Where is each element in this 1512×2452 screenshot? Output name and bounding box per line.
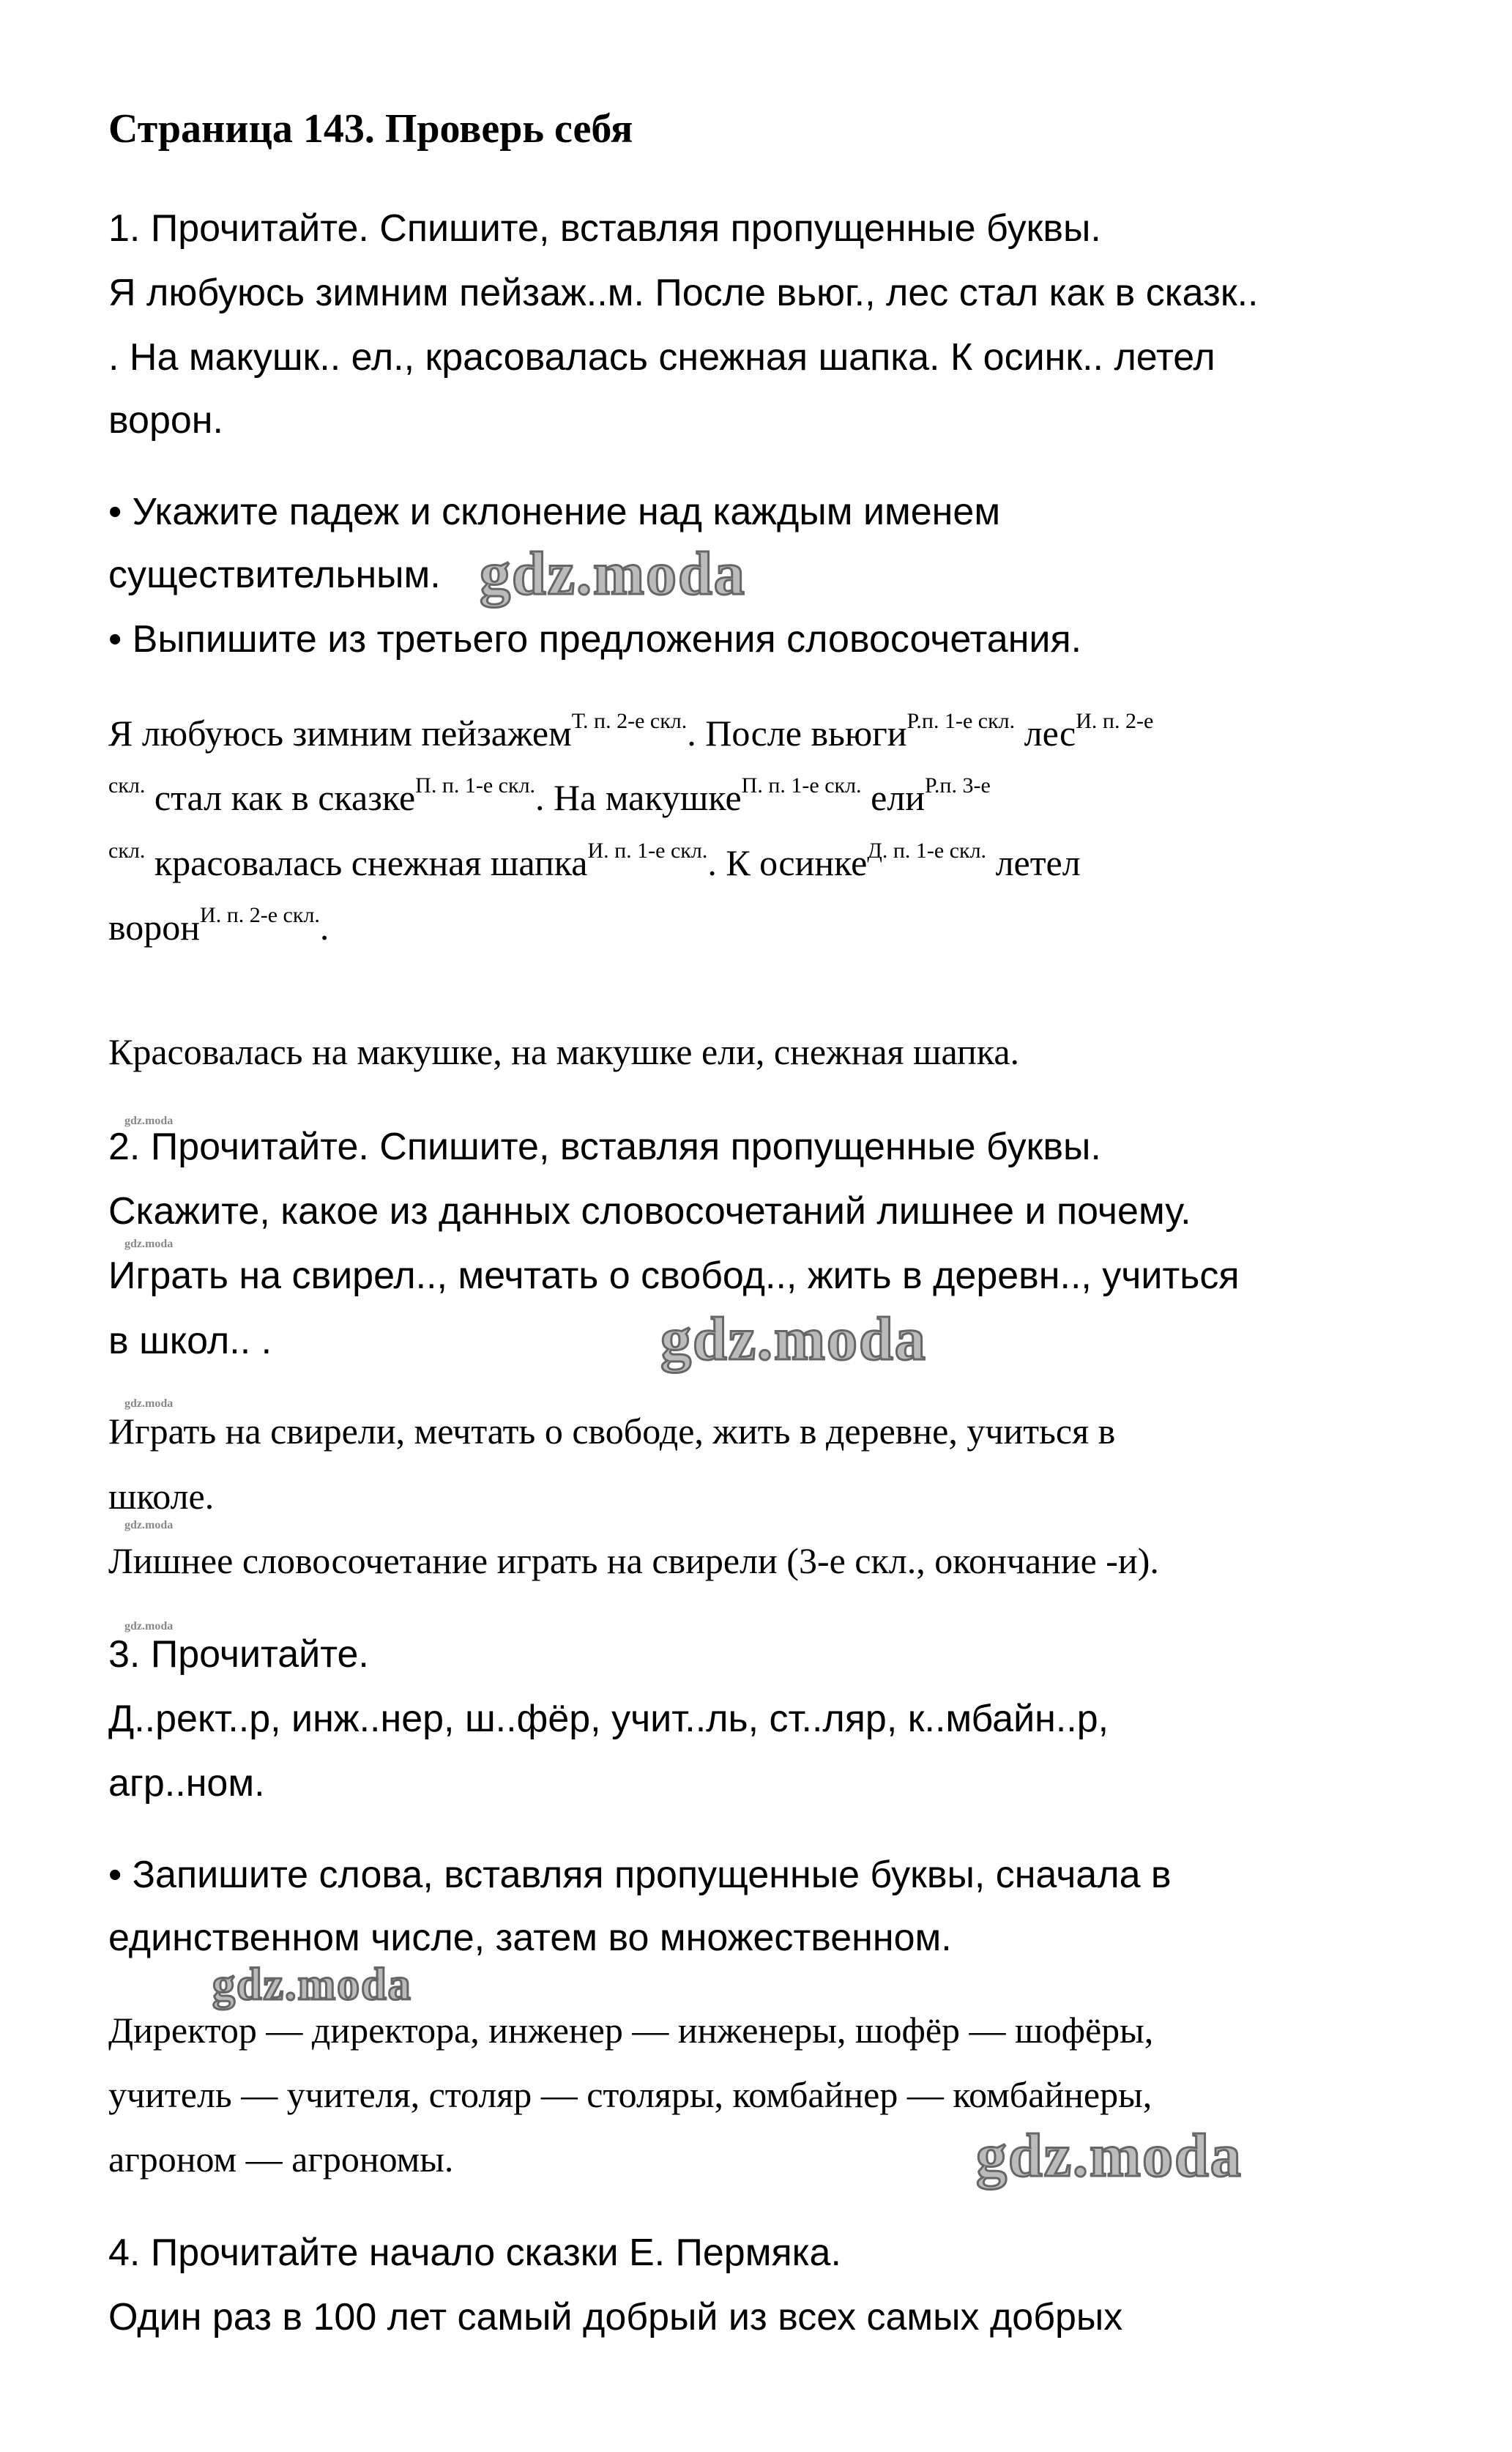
- text-segment: ели: [861, 777, 925, 819]
- task-line: [108, 1189, 1191, 1233]
- watermark-small: gdz.moda: [124, 1238, 174, 1250]
- task-line: [108, 1254, 1240, 1298]
- text-segment: 4. Прочитайте начало сказки Е. Пермяка.: [108, 2232, 841, 2275]
- task-line: [108, 1853, 1172, 1897]
- task-line: [108, 1697, 1109, 1741]
- text-segment: . После вьюги: [687, 713, 907, 754]
- text-segment: ворон: [108, 906, 201, 948]
- answer-line: [108, 1539, 1159, 1582]
- task-line: [108, 2295, 1122, 2339]
- annotation-continuation: скл.: [108, 773, 146, 798]
- case-annotation: И. п. 2-е скл.: [200, 902, 320, 927]
- answer-line: [108, 903, 329, 948]
- text-segment: учитель — учителя, столяр — столяры, комбайнер — комбайнеры,: [108, 2073, 1152, 2115]
- text-segment: Играть на свирел.., мечтать о свобод.., жить в деревн.., учиться: [108, 1255, 1240, 1298]
- text-segment: • Запишите слова, вставляя пропущенные буквы, сначала в: [108, 1853, 1172, 1896]
- text-segment: .: [319, 906, 329, 948]
- text-segment: летел: [986, 842, 1081, 883]
- answer-line: [108, 1030, 1019, 1073]
- text-segment: Я любуюсь зимним пейзажем: [108, 713, 572, 754]
- watermark-small: gdz.moda: [124, 1115, 174, 1127]
- case-annotation: И. п. 2-е: [1076, 709, 1154, 734]
- text-segment: 1. Прочитайте. Спишите, вставляя пропущенные буквы.: [108, 207, 1101, 250]
- answer-line: [108, 2009, 1153, 2051]
- text-segment: . На макушке: [535, 777, 742, 819]
- text-segment: ворон.: [108, 399, 223, 442]
- text-segment: агр..ном.: [108, 1762, 265, 1805]
- case-annotation: Р.п. 3-е: [924, 773, 991, 798]
- answer-line: [108, 839, 1081, 884]
- case-annotation: Р.п. 1-е скл.: [906, 709, 1016, 734]
- text-segment: лес: [1015, 713, 1076, 754]
- text-segment: 3. Прочитайте.: [108, 1632, 369, 1676]
- watermark-small: gdz.moda: [124, 1397, 174, 1410]
- case-annotation: П. п. 1-е скл.: [741, 773, 862, 798]
- text-segment: Лишнее словосочетание играть на свирели (3-е скл., окончание -и).: [108, 1539, 1159, 1581]
- text-segment: существительным.: [108, 554, 441, 597]
- watermark: gdz.moda: [480, 540, 746, 608]
- answer-line: [108, 1475, 214, 1517]
- task-line: [108, 617, 1081, 661]
- text-segment: Директор — директора, инженер — инженеры, шофёр — шофёры,: [108, 2009, 1154, 2051]
- answer-line: [108, 709, 1153, 754]
- text-segment: Я любуюсь зимним пейзаж..м. После вьюг., лес стал как в сказк..: [108, 272, 1259, 315]
- text-segment: • Выпишите из третьего предложения словосочетания.: [108, 618, 1082, 661]
- text-segment: Красовалась на макушке, на макушке ели, снежная шапка.: [108, 1031, 1020, 1073]
- watermark: gdz.moda: [660, 1305, 927, 1373]
- case-annotation: П. п. 1-е скл.: [415, 773, 536, 798]
- text-segment: единственном числе, затем во множественном.: [108, 1916, 952, 1959]
- watermark-small: gdz.moda: [124, 1620, 174, 1632]
- watermark-small: gdz.moda: [124, 1519, 174, 1531]
- text-segment: 2. Прочитайте. Спишите, вставляя пропущенные буквы.: [108, 1126, 1101, 1169]
- task-line: [108, 1125, 1101, 1169]
- task-line: [108, 335, 1215, 379]
- text-segment: . К осинке: [707, 842, 868, 883]
- text-segment: Страница 143. Проверь себя: [108, 106, 633, 152]
- text-segment: стал как в сказке: [145, 777, 416, 819]
- text-segment: агроном — агрономы.: [108, 2139, 454, 2180]
- text-segment: Скажите, какое из данных словосочетаний лишнее и почему.: [108, 1190, 1191, 1233]
- text-segment: в школ.. .: [108, 1319, 272, 1362]
- watermark: gdz.moda: [976, 2122, 1243, 2190]
- annotation-continuation: скл.: [108, 838, 146, 863]
- task-line: [108, 1632, 369, 1676]
- text-segment: • Укажите падеж и склонение над каждым именем: [108, 491, 1001, 534]
- task-line: [108, 553, 441, 597]
- text-segment: Играть на свирели, мечтать о свободе, жить в деревне, учиться в: [108, 1411, 1116, 1452]
- task-line: [108, 398, 223, 442]
- task-line: [108, 490, 1000, 534]
- task-line: [108, 1761, 265, 1805]
- watermark: gdz.moda: [212, 1960, 412, 2010]
- answer-line: [108, 773, 991, 819]
- answer-line: [108, 1410, 1115, 1452]
- case-annotation: Д. п. 1-е скл.: [867, 838, 987, 863]
- case-annotation: И. п. 1-е скл.: [587, 838, 708, 863]
- text-segment: красовалась снежная шапка: [145, 842, 588, 883]
- text-segment: Один раз в 100 лет самый добрый из всех самых добрых: [108, 2296, 1123, 2339]
- answer-line: [108, 2138, 453, 2180]
- task-line: [108, 1319, 272, 1363]
- task-line: [108, 2231, 841, 2275]
- page-title: [108, 105, 633, 152]
- task-line: [108, 1916, 952, 1960]
- answer-line: [108, 2073, 1152, 2116]
- case-annotation: Т. п. 2-е скл.: [571, 709, 688, 734]
- text-segment: . На макушк.. ел., красовалась снежная шапка. К осинк.. летел: [108, 336, 1215, 379]
- task-line: [108, 207, 1101, 250]
- text-segment: школе.: [108, 1475, 215, 1517]
- task-line: [108, 271, 1258, 315]
- text-segment: Д..рект..р, инж..нер, ш..фёр, учит..ль, ст..ляр, к..мбайн..р,: [108, 1697, 1109, 1740]
